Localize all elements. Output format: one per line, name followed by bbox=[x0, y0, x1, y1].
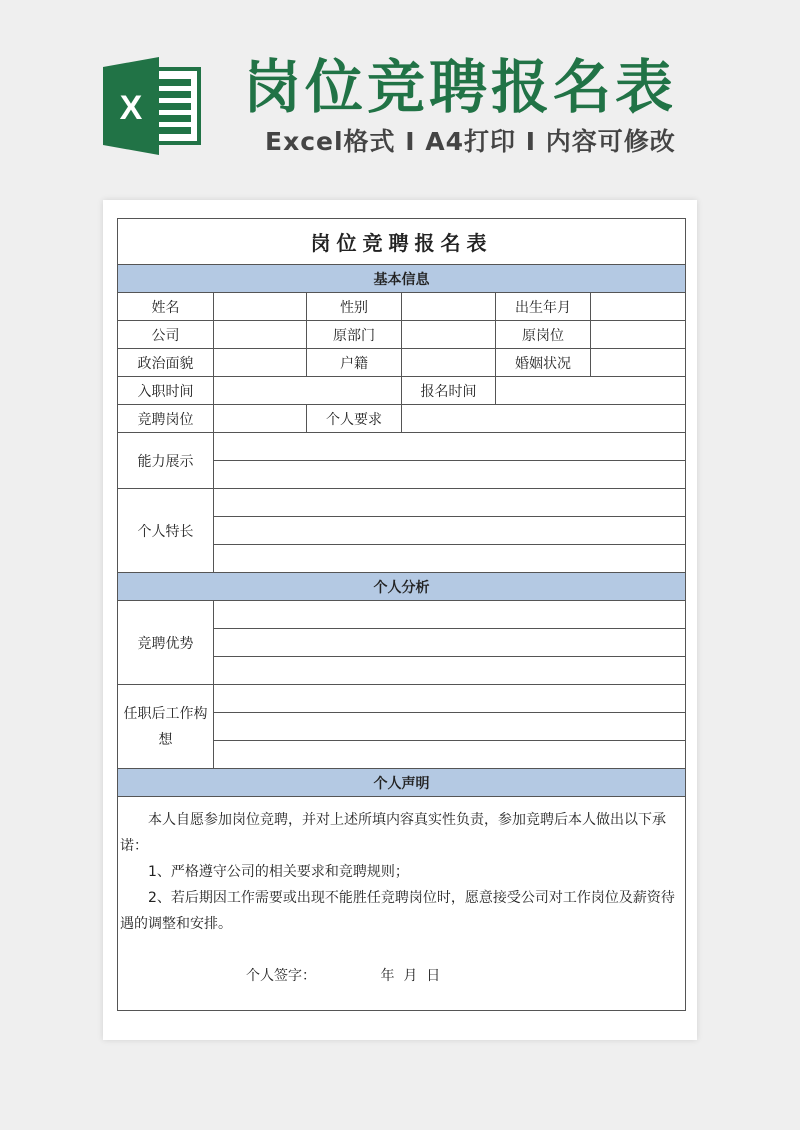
banner-title: 岗位竞聘报名表 bbox=[243, 53, 678, 121]
label-specialty: 个人特长 bbox=[118, 489, 214, 573]
label-apply-time: 报名时间 bbox=[402, 377, 496, 405]
plan-field[interactable] bbox=[214, 713, 686, 741]
plan-field[interactable] bbox=[214, 685, 686, 713]
application-form-table bbox=[117, 218, 686, 1011]
specialty-field[interactable] bbox=[214, 517, 686, 545]
signature-line bbox=[120, 963, 683, 989]
orig-post-field[interactable] bbox=[591, 321, 686, 349]
company-field[interactable] bbox=[214, 321, 307, 349]
statement-cell[interactable] bbox=[118, 797, 686, 1011]
label-marital: 婚姻状况 bbox=[496, 349, 591, 377]
section-statement: 个人声明 bbox=[118, 769, 686, 797]
label-orig-dept: 原部门 bbox=[307, 321, 402, 349]
apply-time-field[interactable] bbox=[496, 377, 686, 405]
section-analysis: 个人分析 bbox=[118, 573, 686, 601]
statement-item-2: 2、若后期因工作需要或出现不能胜任竞聘岗位时，愿意接受公司对工作岗位及薪资待遇的调整和安排。 bbox=[120, 890, 675, 932]
signature-label: 个人签字： bbox=[246, 968, 316, 984]
label-requirement: 个人要求 bbox=[307, 405, 402, 433]
banner-subtitle: Excel格式 I A4打印 I 内容可修改 bbox=[265, 127, 676, 156]
requirement-field[interactable] bbox=[402, 405, 686, 433]
specialty-field[interactable] bbox=[214, 489, 686, 517]
birth-field[interactable] bbox=[591, 293, 686, 321]
svg-text:X: X bbox=[119, 89, 143, 127]
post-field[interactable] bbox=[214, 405, 307, 433]
entry-time-field[interactable] bbox=[214, 377, 402, 405]
advantage-field[interactable] bbox=[214, 657, 686, 685]
label-entry-time: 入职时间 bbox=[118, 377, 214, 405]
label-household: 户籍 bbox=[307, 349, 402, 377]
section-basic-info: 基本信息 bbox=[118, 265, 686, 293]
label-company: 公司 bbox=[118, 321, 214, 349]
excel-icon bbox=[103, 57, 203, 155]
statement-item-1: 1、严格遵守公司的相关要求和竞聘规则； bbox=[148, 864, 409, 880]
date-label: 年 月 日 bbox=[380, 968, 441, 984]
marital-field[interactable] bbox=[591, 349, 686, 377]
label-ability: 能力展示 bbox=[118, 433, 214, 489]
gender-field[interactable] bbox=[402, 293, 496, 321]
label-plan: 任职后工作构想 bbox=[118, 685, 214, 769]
plan-field[interactable] bbox=[214, 741, 686, 769]
label-birth: 出生年月 bbox=[496, 293, 591, 321]
specialty-field[interactable] bbox=[214, 545, 686, 573]
form-title: 岗位竞聘报名表 bbox=[118, 219, 686, 265]
advantage-field[interactable] bbox=[214, 601, 686, 629]
label-post: 竞聘岗位 bbox=[118, 405, 214, 433]
statement-paragraph: 本人自愿参加岗位竞聘，并对上述所填内容真实性负责，参加竞聘后本人做出以下承诺： bbox=[120, 812, 666, 854]
label-political: 政治面貌 bbox=[118, 349, 214, 377]
ability-field[interactable] bbox=[214, 433, 686, 461]
label-advantage: 竞聘优势 bbox=[118, 601, 214, 685]
label-gender: 性别 bbox=[307, 293, 402, 321]
political-field[interactable] bbox=[214, 349, 307, 377]
label-name: 姓名 bbox=[118, 293, 214, 321]
advantage-field[interactable] bbox=[214, 629, 686, 657]
orig-dept-field[interactable] bbox=[402, 321, 496, 349]
label-orig-post: 原岗位 bbox=[496, 321, 591, 349]
form-sheet bbox=[103, 200, 697, 1040]
name-field[interactable] bbox=[214, 293, 307, 321]
ability-field[interactable] bbox=[214, 461, 686, 489]
household-field[interactable] bbox=[402, 349, 496, 377]
